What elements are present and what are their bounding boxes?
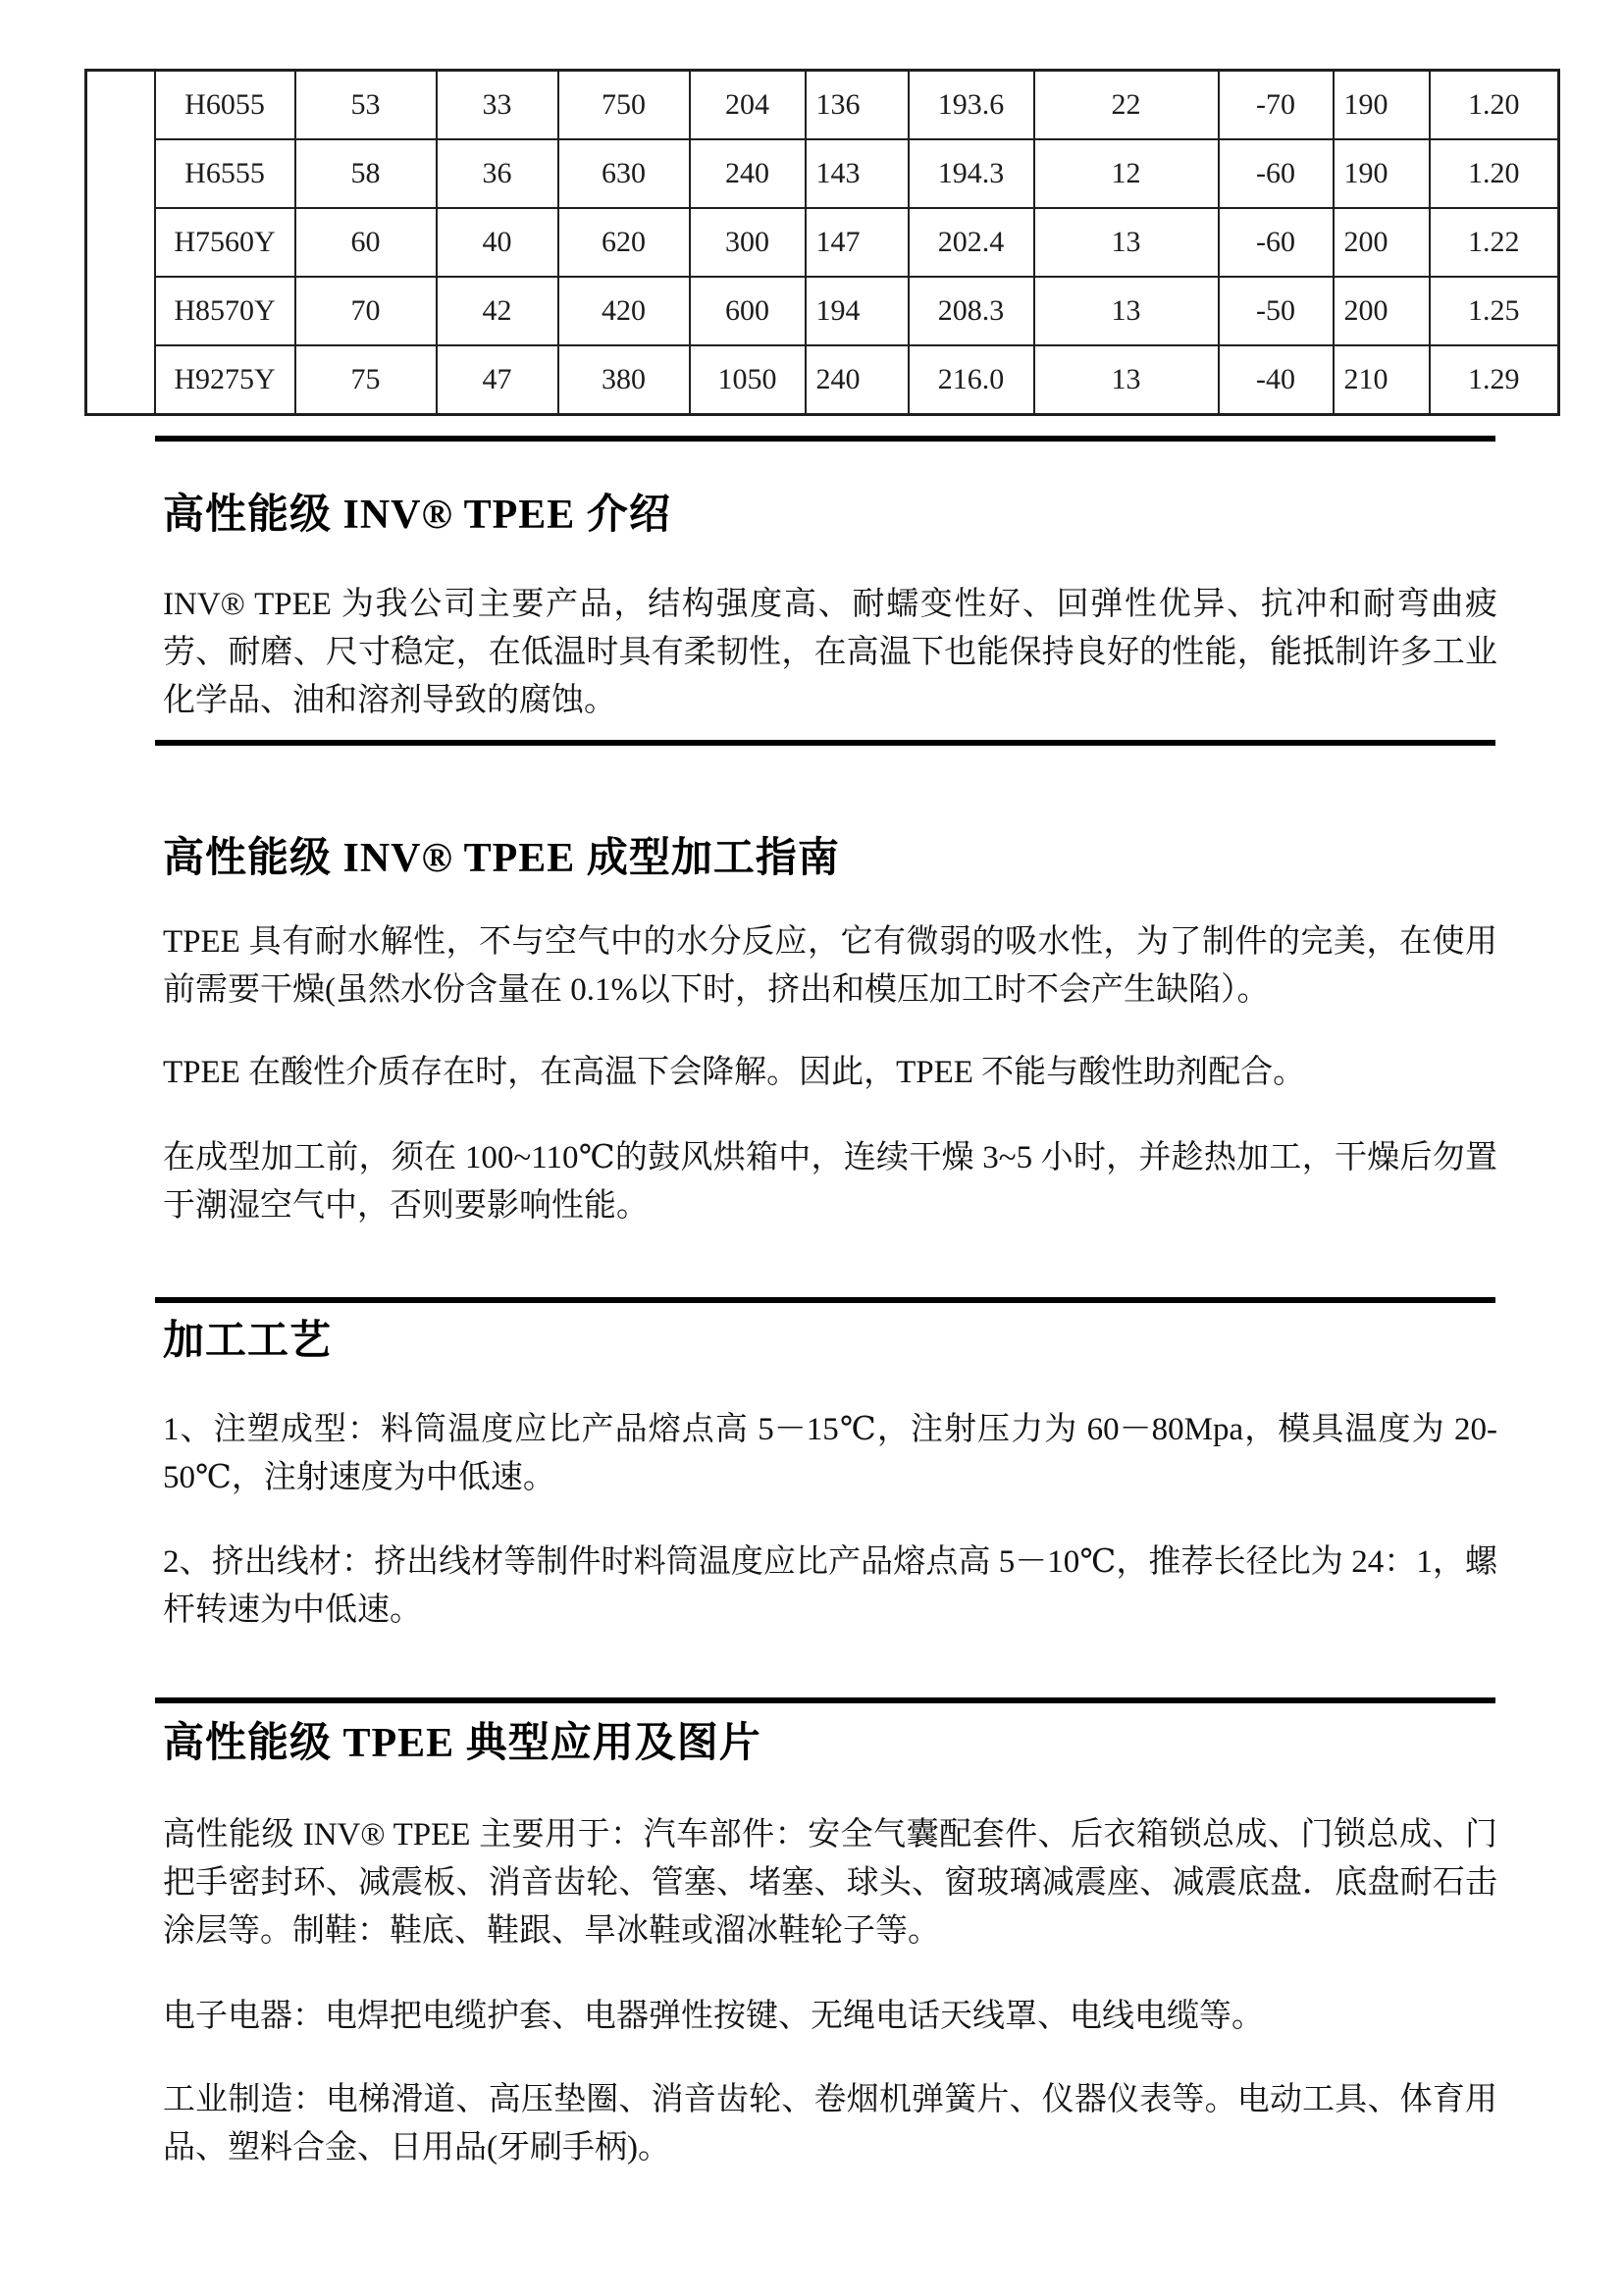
table-cell: 13 bbox=[1034, 208, 1219, 277]
section-divider bbox=[155, 1297, 1495, 1303]
table-cell: 143 bbox=[806, 139, 909, 208]
table-cell: 42 bbox=[437, 277, 558, 345]
table-cell: 12 bbox=[1034, 139, 1219, 208]
table-cell: 194 bbox=[806, 277, 909, 345]
table-cell: 210 bbox=[1334, 345, 1430, 415]
section-divider bbox=[155, 740, 1495, 746]
paragraph-electronics: 电子电器：电焊把电缆护套、电器弹性按键、无绳电话天线罩、电线电缆等。 bbox=[163, 1999, 1264, 2034]
table-cell: 47 bbox=[437, 345, 558, 415]
table-cell: 22 bbox=[1034, 71, 1219, 140]
table-row bbox=[86, 345, 1559, 415]
table-cell: 380 bbox=[558, 345, 690, 415]
table-cell: 200 bbox=[1334, 277, 1430, 345]
table-cell: 204 bbox=[690, 71, 806, 140]
table-cell: -70 bbox=[1219, 71, 1334, 140]
table-cell: -60 bbox=[1219, 139, 1334, 208]
table-cell: -40 bbox=[1219, 345, 1334, 415]
empty-span-cell bbox=[86, 71, 155, 415]
table-cell: 75 bbox=[295, 345, 437, 415]
table-cell: 60 bbox=[295, 208, 437, 277]
table-cell: 33 bbox=[437, 71, 558, 140]
table-cell: 620 bbox=[558, 208, 690, 277]
grade-cell: H8570Y bbox=[155, 277, 295, 345]
paragraph-preprocess: 在成型加工前，须在 100~110℃的鼓风烘箱中，连续干燥 3~5 小时，并趁热加工，干燥后勿置于潮湿空气中，否则要影响性能。 bbox=[163, 1140, 1497, 1224]
table-cell: 1.22 bbox=[1430, 208, 1559, 277]
table-cell: 70 bbox=[295, 277, 437, 345]
table-cell: 1.20 bbox=[1430, 139, 1559, 208]
table-row bbox=[86, 208, 1559, 277]
paragraph-industrial: 工业制造：电梯滑道、高压垫圈、消音齿轮、卷烟机弹簧片、仪器仪表等。电动工具、体育用品、塑料合金、日用品(牙刷手柄)。 bbox=[163, 2082, 1497, 2166]
table-cell: 194.3 bbox=[909, 139, 1034, 208]
table-cell: 240 bbox=[806, 345, 909, 415]
table-cell: 1.25 bbox=[1430, 277, 1559, 345]
table-cell: 240 bbox=[690, 139, 806, 208]
table-cell: 300 bbox=[690, 208, 806, 277]
section-heading-intro: 高性能级 INV® TPEE 介绍 bbox=[163, 493, 671, 538]
paragraph-intro: INV® TPEE 为我公司主要产品，结构强度高、耐蠕变性好、回弹性优异、抗冲和耐弯曲疲劳、耐磨、尺寸稳定，在低温时具有柔韧性，在高温下也能保持良好的性能，能抵制许多工业化学品、油和溶剂导致的腐蚀。 bbox=[163, 587, 1497, 718]
table-cell: 58 bbox=[295, 139, 437, 208]
table-cell: 190 bbox=[1334, 71, 1430, 140]
grade-cell: H6055 bbox=[155, 71, 295, 140]
table-cell: 36 bbox=[437, 139, 558, 208]
section-divider bbox=[155, 436, 1495, 442]
table-cell: 1.29 bbox=[1430, 345, 1559, 415]
grade-cell: H7560Y bbox=[155, 208, 295, 277]
table-cell: 147 bbox=[806, 208, 909, 277]
paragraph-drying: TPEE 具有耐水解性，不与空气中的水分反应，它有微弱的吸水性，为了制件的完美，在使用前需要干燥(虽然水份含量在 0.1%以下时，挤出和模压加工时不会产生缺陷）。 bbox=[163, 924, 1497, 1008]
table-cell: 136 bbox=[806, 71, 909, 140]
paragraph-extrusion: 2、挤出线材：挤出线材等制件时料筒温度应比产品熔点高 5－10℃，推荐长径比为 24：1，螺杆转速为中低速。 bbox=[163, 1544, 1497, 1628]
tpee-properties-table bbox=[84, 69, 1560, 416]
table-row bbox=[86, 71, 1559, 140]
table-cell: 208.3 bbox=[909, 277, 1034, 345]
table-cell: 53 bbox=[295, 71, 437, 140]
table-cell: 200 bbox=[1334, 208, 1430, 277]
table-cell: 202.4 bbox=[909, 208, 1034, 277]
table-cell: 13 bbox=[1034, 277, 1219, 345]
table-cell: 1050 bbox=[690, 345, 806, 415]
table-cell: 190 bbox=[1334, 139, 1430, 208]
table-row bbox=[86, 277, 1559, 345]
section-heading-applications: 高性能级 TPEE 典型应用及图片 bbox=[163, 1721, 761, 1766]
paragraph-acid: TPEE 在酸性介质存在时，在高温下会降解。因此，TPEE 不能与酸性助剂配合。 bbox=[163, 1055, 1306, 1090]
grade-cell: H6555 bbox=[155, 139, 295, 208]
table-cell: 420 bbox=[558, 277, 690, 345]
table-row bbox=[86, 139, 1559, 208]
section-divider bbox=[155, 1697, 1495, 1703]
paragraph-injection: 1、注塑成型：料筒温度应比产品熔点高 5－15℃，注射压力为 60－80Mpa，模具温度为 20-50℃，注射速度为中低速。 bbox=[163, 1412, 1497, 1495]
section-heading-molding-guide: 高性能级 INV® TPEE 成型加工指南 bbox=[163, 836, 840, 881]
table-cell: 1.20 bbox=[1430, 71, 1559, 140]
table-cell: 600 bbox=[690, 277, 806, 345]
table-cell: 40 bbox=[437, 208, 558, 277]
table-cell: 750 bbox=[558, 71, 690, 140]
table-cell: -60 bbox=[1219, 208, 1334, 277]
table-cell: 216.0 bbox=[909, 345, 1034, 415]
table-cell: 13 bbox=[1034, 345, 1219, 415]
table-cell: 193.6 bbox=[909, 71, 1034, 140]
grade-cell: H9275Y bbox=[155, 345, 295, 415]
section-heading-processing: 加工工艺 bbox=[163, 1319, 333, 1364]
table-cell: 630 bbox=[558, 139, 690, 208]
table-cell: -50 bbox=[1219, 277, 1334, 345]
paragraph-automotive: 高性能级 INV® TPEE 主要用于：汽车部件：安全气囊配套件、后衣箱锁总成、门锁总成、门把手密封环、减震板、消音齿轮、管塞、堵塞、球头、窗玻璃减震座、减震底盘．底盘耐石击涂层等。制鞋：鞋底、鞋跟、旱冰鞋或溜冰鞋轮子等。 bbox=[163, 1817, 1497, 1949]
